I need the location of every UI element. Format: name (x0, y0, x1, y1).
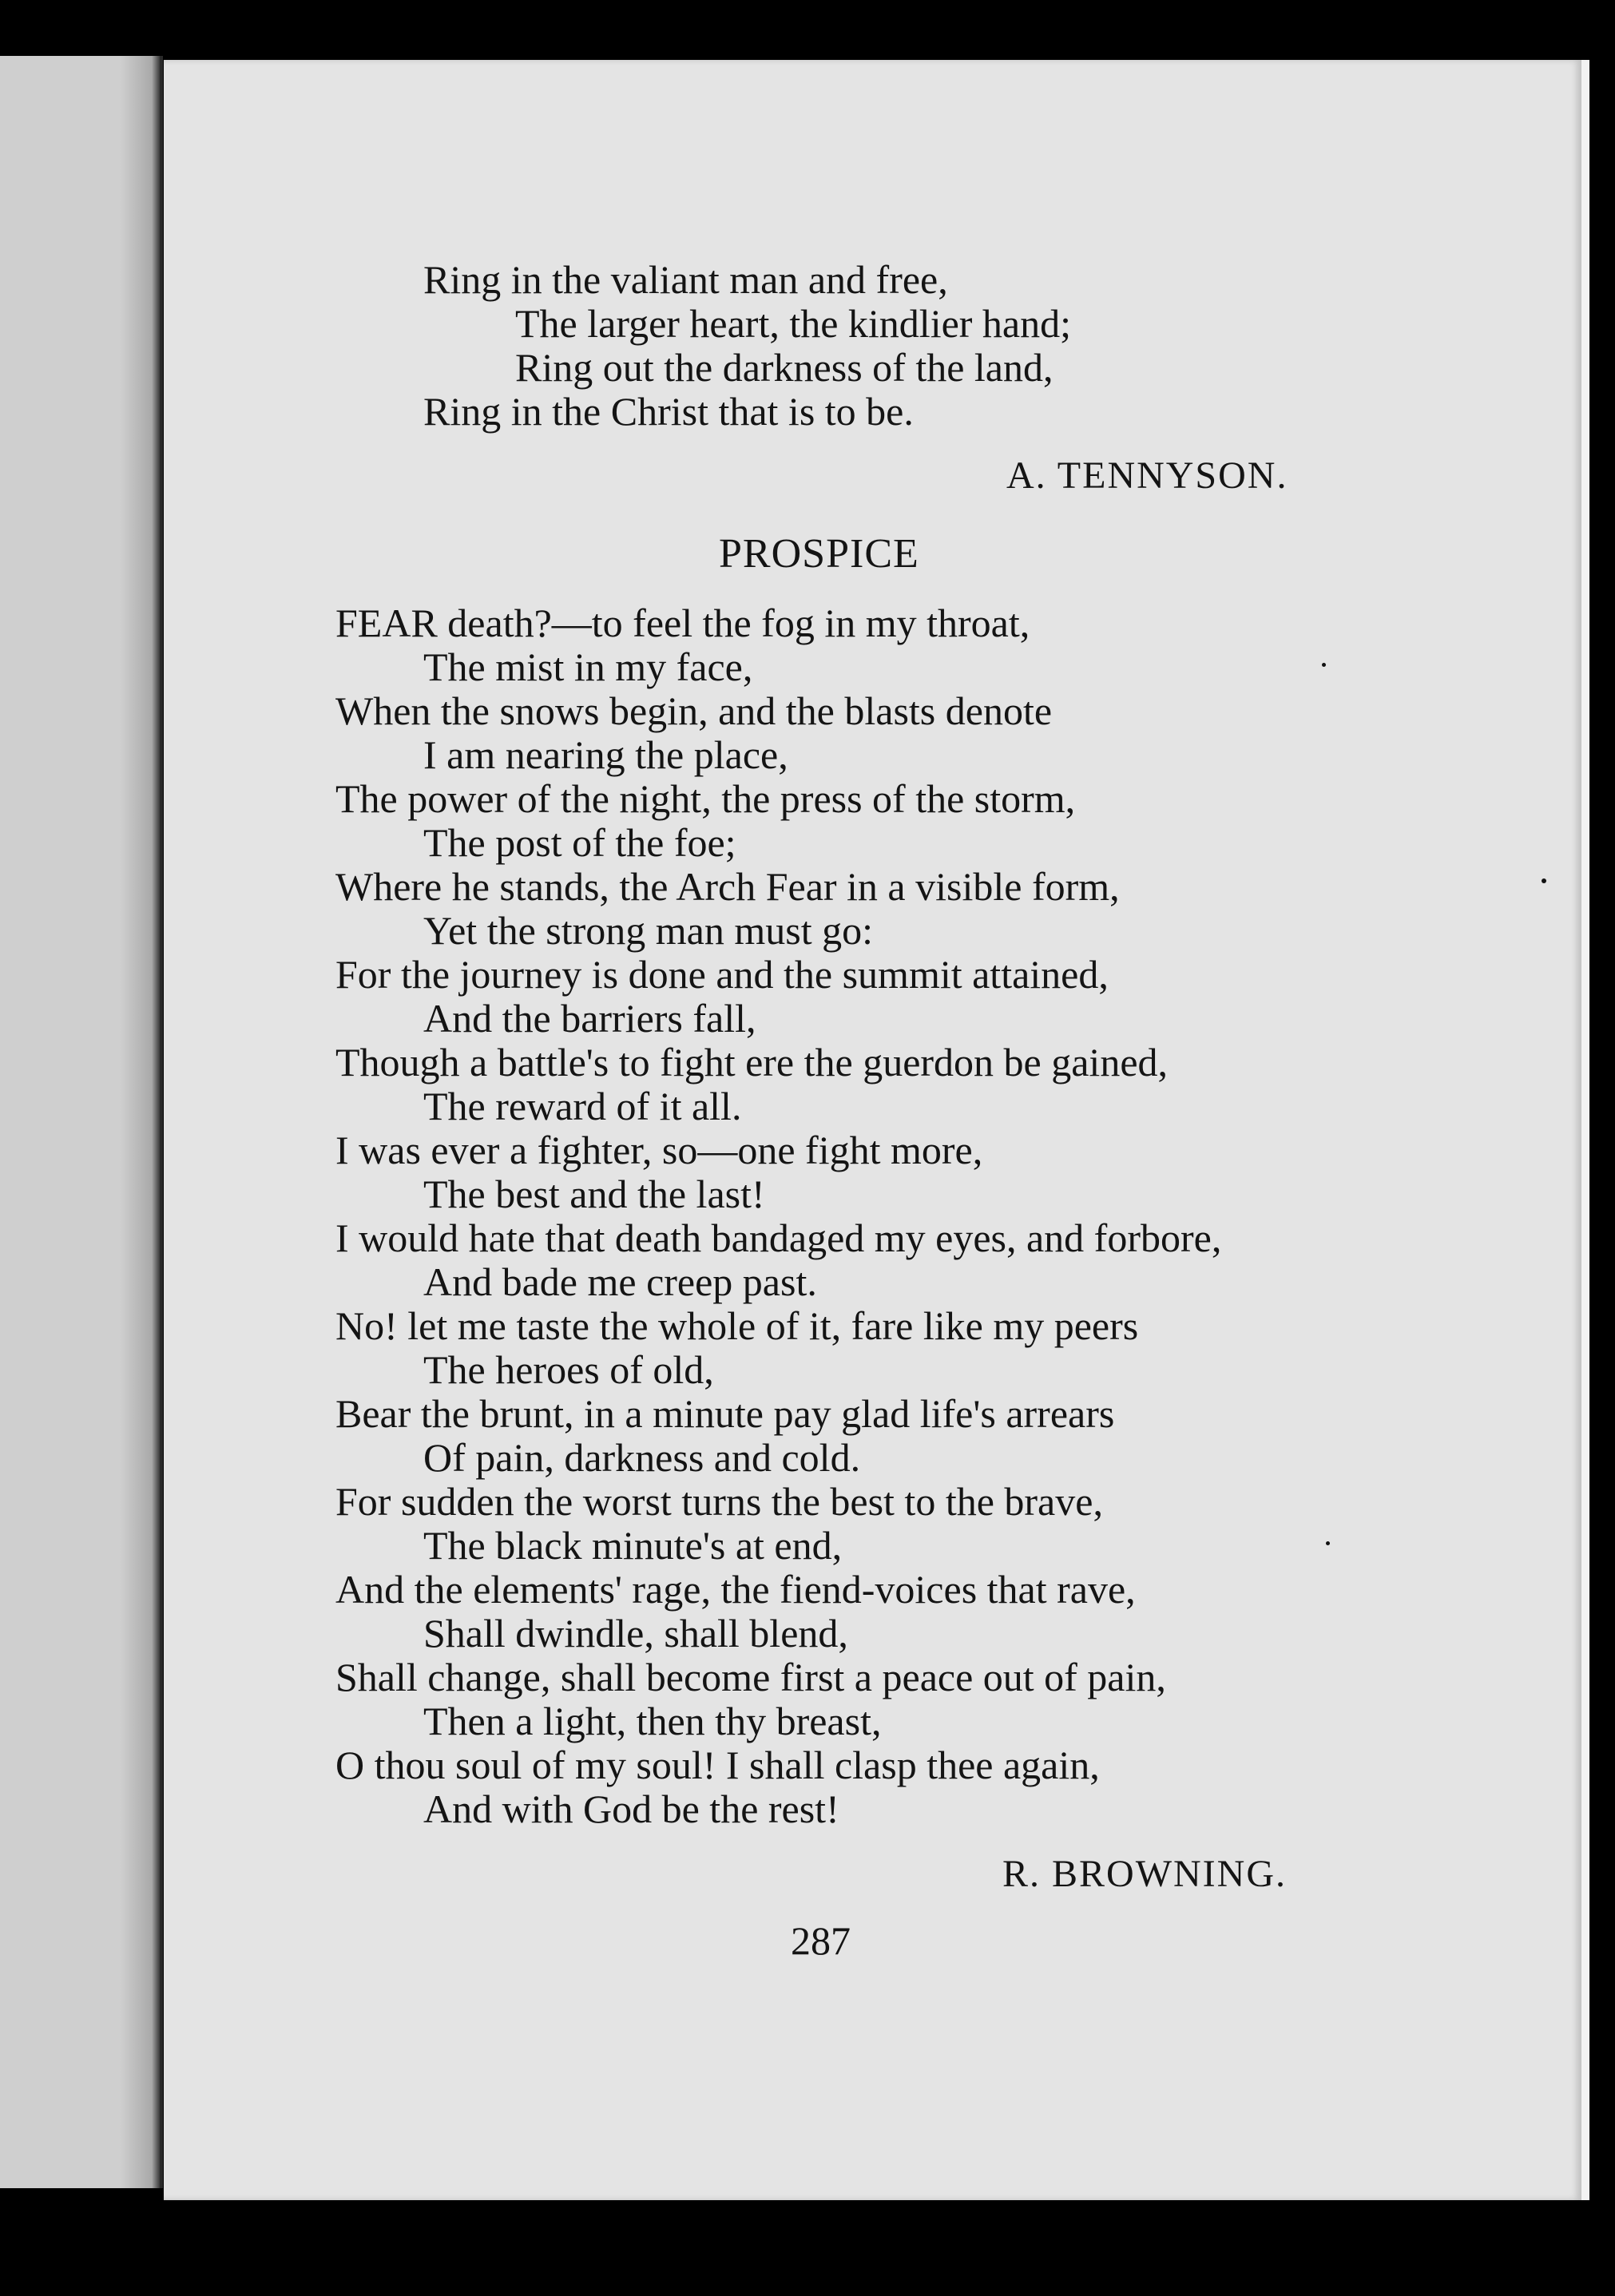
poem2-line: I was ever a fighter, so—one fight more, (335, 1128, 983, 1172)
poem2-title: PROSPICE (719, 531, 919, 577)
poem1-line: The larger heart, the kindlier hand; (515, 301, 1072, 346)
ink-speck (1326, 1541, 1330, 1545)
poem2-line: Shall change, shall become first a peace out of pain, (335, 1655, 1166, 1699)
poem2-line: Of pain, darkness and cold. (423, 1435, 861, 1480)
poem1-line: Ring in the Christ that is to be. (423, 389, 914, 434)
poem2-line: The heroes of old, (423, 1347, 714, 1392)
poem2-line: Where he stands, the Arch Fear in a visible form, (335, 864, 1120, 909)
poem2-line: For sudden the worst turns the best to the brave, (335, 1479, 1103, 1524)
poem2-line: O thou soul of my soul! I shall clasp thee again, (335, 1743, 1100, 1787)
poem1-line: Ring out the darkness of the land, (515, 345, 1054, 390)
poem2-line: The reward of it all. (423, 1084, 742, 1128)
poem2-line: The mist in my face, (423, 644, 753, 689)
book-page (164, 60, 1589, 2200)
page-number: 287 (791, 1918, 851, 1963)
poem1-line: Ring in the valiant man and free, (423, 257, 948, 302)
poem2-line: Then a light, then thy breast, (423, 1699, 882, 1743)
poem2-line: Though a battle's to fight ere the guerdon be gained, (335, 1040, 1169, 1085)
poem2-line: Shall dwindle, shall blend, (423, 1611, 848, 1656)
poem2-line: I would hate that death bandaged my eyes, and forbore, (335, 1215, 1222, 1260)
poem2-line: And the barriers fall, (423, 996, 756, 1041)
poem2-line: And with God be the rest! (423, 1786, 839, 1831)
poem2-line: The power of the night, the press of the storm, (335, 776, 1076, 821)
poem2-line: The black minute's at end, (423, 1523, 843, 1568)
poem2-line: And bade me creep past. (423, 1259, 817, 1304)
poem2-line: For the journey is done and the summit attained, (335, 952, 1109, 997)
poem1-attribution: A. TENNYSON. (1006, 454, 1288, 497)
poem2-line: When the snows begin, and the blasts denote (335, 688, 1053, 733)
facing-page-edge (120, 56, 160, 2188)
poem2-line: The post of the foe; (423, 820, 736, 865)
poem2-line: And the elements' rage, the fiend-voices that rave, (335, 1567, 1136, 1612)
poem2-line: I am nearing the place, (423, 732, 788, 777)
poem2-line: FEAR death?—to feel the fog in my throat, (335, 601, 1030, 645)
poem2-line: The best and the last! (423, 1172, 765, 1216)
poem2-line: No! let me taste the whole of it, fare like my peers (335, 1303, 1139, 1348)
poem2-line: Bear the brunt, in a minute pay glad life's arrears (335, 1391, 1115, 1436)
poem2-line: Yet the strong man must go: (423, 908, 873, 953)
ink-speck (1542, 878, 1546, 883)
ink-speck (1322, 663, 1326, 667)
poem2-attribution: R. BROWNING. (1002, 1853, 1287, 1895)
